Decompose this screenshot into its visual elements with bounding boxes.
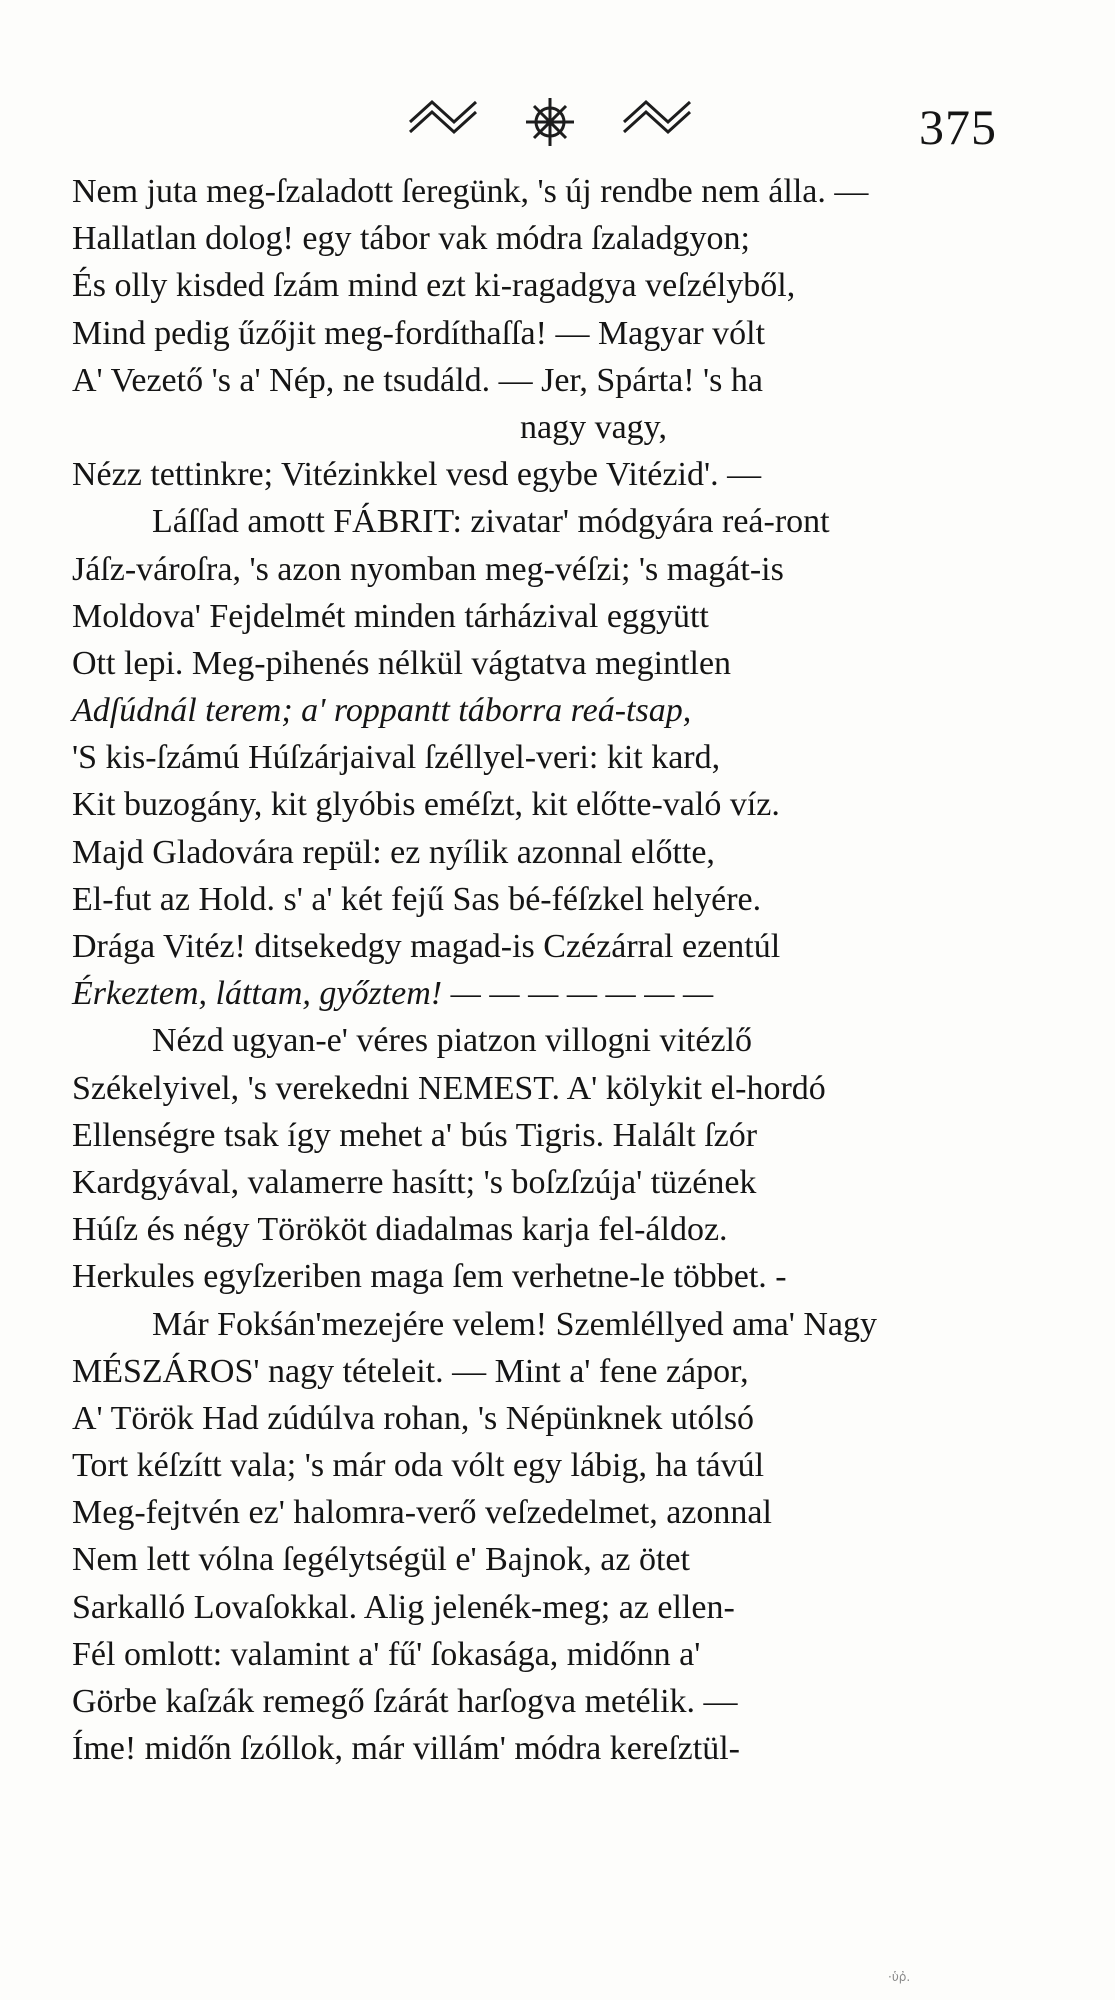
text-line: Érkeztem, láttam, győztem! — — — — — — — <box>72 975 714 1013</box>
text-line: Ellenségre tsak így mehet a' bús Tigris. Halált ſzór <box>72 1116 758 1154</box>
text-line: Drága Vitéz! ditsekedgy magad-is Czézárral ezentúl <box>72 928 781 965</box>
text-line: Sarkalló Lovaſokkal. Alig jelenék-meg; az ellen- <box>72 1588 735 1626</box>
text-line: MÉSZÁROS' nagy tételeit. — Mint a' fene zápor, <box>72 1352 749 1390</box>
text-line: Nem lett vólna ſegélytségül e' Bajnok, az ötet <box>72 1541 690 1579</box>
text-line: Láſſad amott FÁBRIT: zivatar' módgyára reá-ront <box>152 503 830 541</box>
bottom-mark: ·ὑῤ. <box>888 1970 911 1984</box>
text-line: Adſúdnál terem; a' roppantt táborra reá-tsap, <box>72 692 692 730</box>
text-line: Görbe kaſzák remegő ſzárát harſogva metélik. — <box>72 1683 738 1720</box>
text-line: Kit buzogány, kit glyóbis eméſzt, kit előtte-való víz. <box>72 786 780 824</box>
text-line: Már Fokśán'mezejére velem! Szemléllyed ama' Nagy <box>152 1305 878 1343</box>
text-line: Mind pedig űzőjit meg-fordíthaſſa! — Magyar vólt <box>72 314 766 352</box>
text-line: Nem juta meg-ſzaladott ſeregünk, 's új rendbe nem álla. — <box>72 173 869 210</box>
poem-text <box>72 168 1022 1772</box>
text-line: Székelyivel, 's verekedni NEMEST. A' kölykit el-hordó <box>72 1069 826 1107</box>
text-line: És olly kisded ſzám mind ezt ki-ragadgya veſzélyből, <box>72 267 796 305</box>
text-line: Húſz és négy Törököt diadalmas karja fel-áldoz. <box>72 1211 728 1249</box>
text-line: Nézz tettinkre; Vitézinkkel vesd egybe Vitézid'. — <box>72 456 762 494</box>
text-line: Kardgyával, valamerre hasítt; 's boſzſzúja' tüzének <box>72 1163 757 1201</box>
text-line: Íme! midőn ſzóllok, már villám' módra kereſztül- <box>72 1730 740 1768</box>
text-line: A' Török Had zúdúlva rohan, 's Népünknek utólsó <box>72 1399 755 1437</box>
text-line: Hallatlan dolog! egy tábor vak módra ſzaladgyon; <box>72 220 750 258</box>
text-line: A' Vezető 's a' Nép, ne tsudáld. — Jer, Spárta! 's ha <box>72 361 764 399</box>
text-line: Herkules egyſzeriben maga ſem verhetne-le többet. - <box>72 1258 787 1296</box>
page-number: 375 <box>919 99 997 155</box>
text-line: 'S kis-ſzámú Húſzárjaival ſzéllyel-veri: kit kard, <box>72 739 721 777</box>
text-line: Tort kéſzítt vala; 's már oda vólt egy lábig, ha távúl <box>72 1447 765 1485</box>
text-line: El-fut az Hold. s' a' két fejű Sas bé-féſzkel helyére. <box>72 880 762 918</box>
text-line: Moldova' Fejdelmét minden tárházival eggyütt <box>72 597 709 635</box>
text-line: Jáſz-vároſra, 's azon nyomban meg-véſzi; 's magát-is <box>72 550 784 588</box>
text-line: Nézd ugyan-e' véres piatzon villogni vitézlő <box>152 1022 752 1060</box>
text-line: Majd Gladovára repül: ez nyílik azonnal előtte, <box>72 833 715 871</box>
floral-ornament-icon <box>400 92 700 152</box>
text-line: Ott lepi. Meg-pihenés nélkül vágtatva megintlen <box>72 644 732 682</box>
text-line: nagy vagy, <box>520 408 667 446</box>
text-line: Meg-fejtvén ez' halomra-verő veſzedelmet, azonnal <box>72 1494 772 1532</box>
page-header <box>0 92 1115 162</box>
text-line: Fél omlott: valamint a' fű' ſokasága, midőnn a' <box>72 1635 701 1673</box>
